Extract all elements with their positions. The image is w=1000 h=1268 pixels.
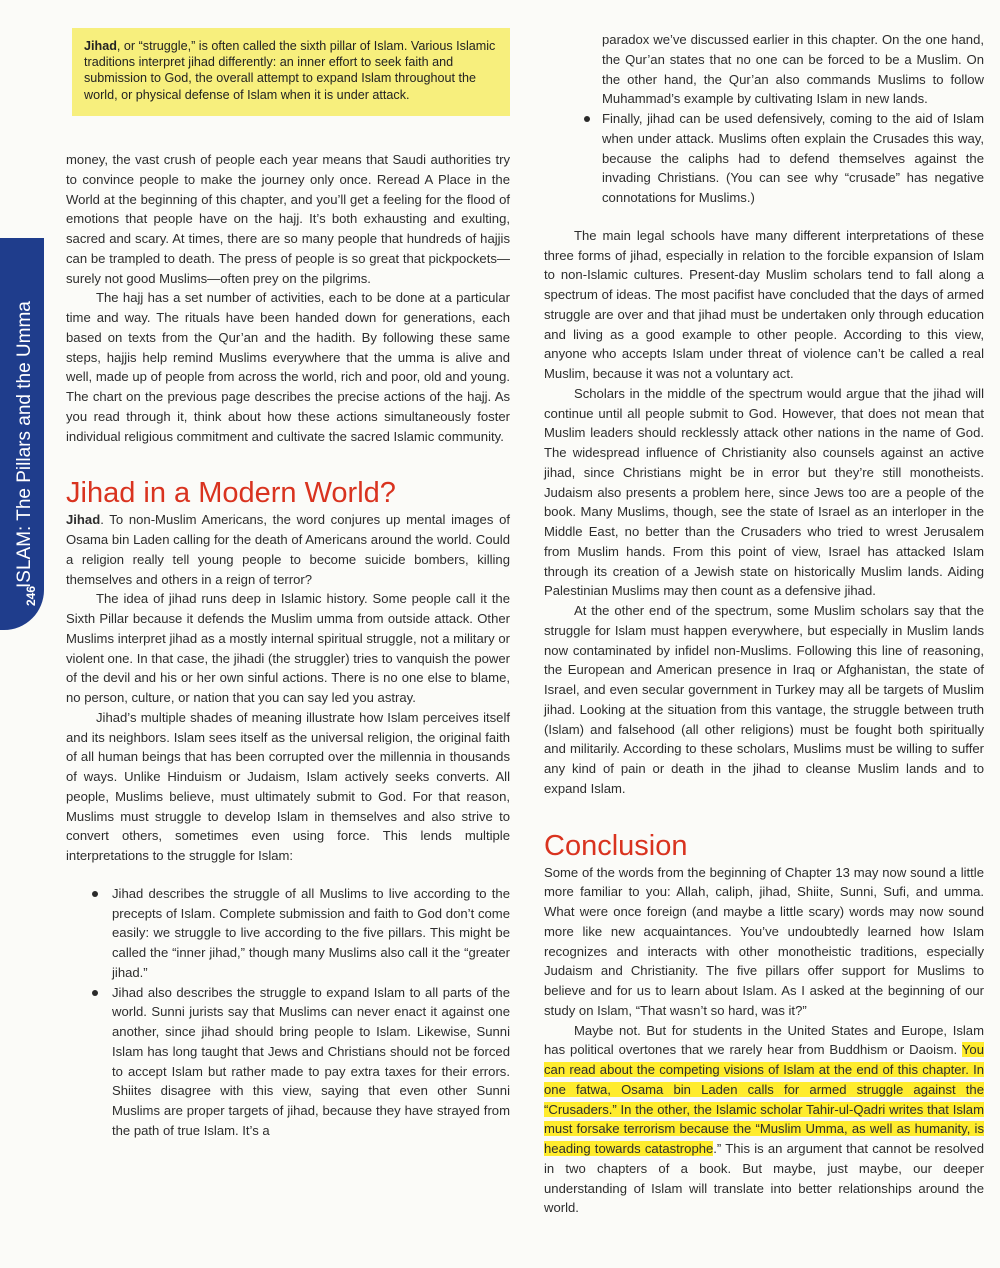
list-item: Jihad also describes the struggle to expand Islam to all parts of the world. Sunni jurists say that Muslims can never enact it against one another, since jihad should bring people to Islam. Likewise, Sunni Islam has long taught that Jews and Christians should not be forced to accept Islam but rather made to pay extra taxes for their errors. Shiites disagree with this view, saying that even other Sunni Muslims are proper targets of jihad, because they have strayed from the path of true Islam. It’s a: [112, 983, 510, 1141]
page-number: 246: [24, 585, 38, 606]
callout-text: , or “struggle,” is often called the sixth pillar of Islam. Various Islamic traditions interpret jihad differently: an inner effort to seek faith and submission to God, the overall attempt to expand Islam throughout the world, or physical defense of Islam when it is under attack.: [84, 39, 496, 102]
jihad-interpretations-list-continued: [544, 30, 984, 208]
bullet-icon: [584, 116, 590, 122]
paragraph: Jihad’s multiple shades of meaning illustrate how Islam perceives itself and its neighbors. Islam sees itself as the universal religion, the original faith of all human beings that has been corrupted over the millennia in thousands of ways. Unlike Hinduism or Judaism, Islam actively seeks converts. All people, Muslims believe, must ultimately submit to God. For that reason, Muslims must struggle to develop Islam in themselves and also strive to convert others, sometimes even using force. This lends multiple interpretations to the struggle for Islam:: [66, 709, 510, 863]
paragraph: Maybe not. But for students in the United States and Europe, Islam has political overtones that we rarely hear from Buddhism or Daoism. You can read about the competing visions of Islam at the end of this chapter. In one fatwa, Osama bin Laden calls for armed struggle against the “Crusaders.” In the other, the Islamic scholar Tahir-ul-Qadri writes that Islam must forsake terrorism because the “Muslim Umma, as well as humanity, is heading towards catastrophe.” This is an argument that cannot be resolved in two chapters of a book. But maybe, just maybe, our deeper understanding of Islam will translate into better relationships around the world.: [544, 1022, 984, 1216]
bullet-icon: [92, 990, 98, 996]
list-item: Jihad describes the struggle of all Muslims to live according to the precepts of Islam. Complete submission and faith to God don’t come easily: we struggle to live according to the five pillars. This might be called the “inner jihad,” though many Muslims also call it the “greater jihad.”: [112, 884, 510, 983]
paragraph: money, the vast crush of people each year means that Saudi authorities try to convince people to make the journey only once. Reread A Place in the World at the beginning of this chapter, and you’ll get a feeling for the flood of emotions that people have on the hajj. It’s both exhausting and exulting, sacred and scary. At times, there are so many people that hundreds of hajjis can be trampled to death. The press of people is so great that pickpockets—surely not good Muslims—often prey on the pilgrims.: [66, 152, 510, 286]
paragraph: Jihad. To non-Muslim Americans, the word conjures up mental images of Osama bin Laden calling for the death of Americans around the world. Could a religion really tell young people to become suicide bombers, killing themselves and others in a reign of terror?: [66, 512, 510, 587]
left-column: [66, 150, 510, 1141]
section-heading-conclusion: Conclusion: [544, 829, 688, 862]
list-item: Finally, jihad can be used defensively, coming to the aid of Islam when under attack. Muslims often explain the Crusades this way, because the caliphs had to defend themselves against the invading Christians. (You can see why “crusade” has negative connotations for Muslims.): [602, 109, 984, 208]
right-column: [544, 30, 984, 1218]
paragraph: Scholars in the middle of the spectrum would argue that the jihad will continue until all people submit to God. However, that does not mean that Muslim leaders should recklessly attack other nations in the name of God. The widespread influence of Christianity also counsels against an active jihad, since Christians might be in error but they’re still monotheists. Judaism also presents a problem here, since Jews too are a people of the book. Many Muslims, though, see the state of Israel as an interloper in the Middle East, no better than the Crusaders who tried to wrest Jerusalem from Muslim hands. From this point of view, Israel has attacked Islam through its creation of a Jewish state on historically Muslim lands. Aiding Palestinian Muslims may then count as a defensive jihad.: [544, 385, 984, 599]
paragraph: At the other end of the spectrum, some Muslim scholars say that the struggle for Islam must happen everywhere, but especially in Muslim lands now contaminated by infidel non-Muslims. Following this line of reasoning, the European and American presence in Iraq or Afghanistan, the state of Israel, and even secular government in Turkey may all be targets of Muslim jihad. Looking at the situation from this vantage, the struggle between truth (Islam) and falsehood (all other religions) must be fought both spiritually and militarily. According to these scholars, Muslims must be willing to suffer any kind of pain or death in the jihad to cleanse Muslim lands and to expand Islam.: [544, 603, 984, 796]
paragraph: Some of the words from the beginning of Chapter 13 may now sound a little more familiar to you: Allah, caliph, jihad, Shiite, Sunni, Sufi, and umma. What were once foreign (and maybe a little scary) words may now sound more like new acquaintances. You’ve undoubtedly learned how Islam recognizes and interacts with other monotheistic traditions, especially Judaism and Christianity. The five pillars offer support for Muslims to believe and for us to learn about Islam. As I asked at the beginning of our study on Islam, “That wasn’t so hard, was it?”: [544, 864, 984, 1018]
callout-term: Jihad: [84, 39, 117, 53]
highlighted-text: You can read about the competing visions of Islam at the end of this chapter. In one fatwa, Osama bin Laden calls for armed struggle against the “Crusaders.” In the other, the Islamic scholar Tahir-ul-Qadri writes that Islam must forsake terrorism because the “Muslim Umma, as well as humanity, is heading towards catastrophe: [544, 1042, 984, 1156]
section-heading-jihad: Jihad in a Modern World?: [66, 477, 396, 510]
list-item-continued: paradox we’ve discussed earlier in this chapter. On the one hand, the Qur’an states that no one can be forced to be a Muslim. On the other hand, the Qur’an also commands Muslims to follow Muhammad’s example by cultivating Islam in new lands.: [602, 32, 984, 107]
paragraph: The idea of jihad runs deep in Islamic history. Some people call it the Sixth Pillar because it defends the Muslim umma from outside attack. Other Muslims interpret jihad as a mostly internal spiritual struggle, not a military or violent one. In that case, the jihadi (the struggler) tries to vanquish the power of the devil and his or her own sinful actions. There is no one else to blame, no person, culture, or nation that you can say led you astray.: [66, 591, 510, 705]
jihad-interpretations-list: [66, 884, 510, 1141]
paragraph: The hajj has a set number of activities, each to be done at a particular time and way. The rituals have been handed down for generations, each based on texts from the Qur’an and the hadith. By following these same steps, hajjis help remind Muslims everywhere that the umma is alive and well, made up of people from across the world, rich and poor, old and young. The chart on the previous page describes the precise actions of the hajj. As you read through it, think about how these actions simultaneously foster individual religious commitment and cultivate the sacred Islamic community.: [66, 290, 510, 444]
chapter-title: ISLAM: The Pillars and the Umma: [14, 301, 35, 588]
run-in-term: Jihad: [66, 512, 101, 528]
paragraph: The main legal schools have many different interpretations of these three forms of jihad, especially in relation to the forcible expansion of Islam to non-Islamic cultures. Present-day Muslim scholars tend to fall along a spectrum of ideas. The most pacifist have concluded that the days of armed struggle are over and that jihad must be undertaken only through education and living as a good example to other people. According to this view, anyone who accepts Islam under threat of violence can’t be called a real Muslim, because it was not a voluntary act.: [544, 227, 984, 381]
bullet-icon: [92, 891, 98, 897]
jihad-definition-callout: [72, 28, 510, 116]
